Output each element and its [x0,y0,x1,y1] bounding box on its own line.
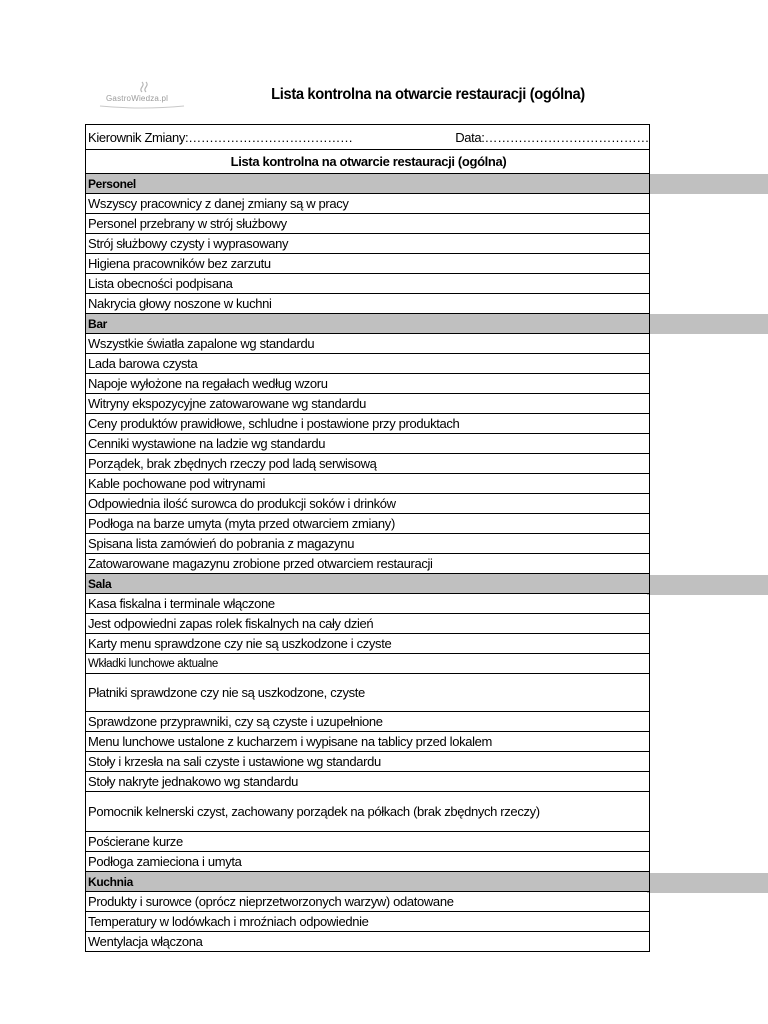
checklist-item: Ceny produktów prawidłowe, schludne i postawione przy produktach [86,414,649,434]
checklist-item: Lista obecności podpisana [86,274,649,294]
date-field[interactable]: Data:………………………………… [455,129,649,145]
checklist-item: Stoły i krzesła na sali czyste i ustawione wg standardu [86,752,649,772]
checklist-item: Menu lunchowe ustalone z kucharzem i wypisane na tablicy przed lokalem [86,732,649,752]
section-band-bar [647,314,768,334]
header-row [86,124,649,150]
section-sala: Sala [86,574,649,594]
checklist-item: Pomocnik kelnerski czyst, zachowany porządek na półkach (brak zbędnych rzeczy) [86,792,649,832]
checklist-item: Kable pochowane pod witrynami [86,474,649,494]
checklist-item: Wentylacja włączona [86,932,649,952]
checklist-item: Sprawdzone przyprawniki, czy są czyste i uzupełnione [86,712,649,732]
checklist-item: Higiena pracowników bez zarzutu [86,254,649,274]
checklist-item: Podłoga zamieciona i umyta [86,852,649,872]
checklist-item: Strój służbowy czysty i wyprasowany [86,234,649,254]
checklist-item: Stoły nakryte jednakowo wg standardu [86,772,649,792]
checklist-item: Nakrycia głowy noszone w kuchni [86,294,649,314]
checklist-item: Wszystkie światła zapalone wg standardu [86,334,649,354]
checklist-item: Kasa fiskalna i terminale włączone [86,594,649,614]
section-personel: Personel [86,174,649,194]
checklist-item: Spisana lista zamówień do pobrania z magazynu [86,534,649,554]
checklist-item: Jest odpowiedni zapas rolek fiskalnych na cały dzień [86,614,649,634]
gastrowiedza-logo [98,80,186,110]
checklist-item: Witryny ekspozycyjne zatowarowane wg standardu [86,394,649,414]
checklist-item: Cenniki wystawione na ladzie wg standardu [86,434,649,454]
checklist-item: Lada barowa czysta [86,354,649,374]
checklist-item: Temperatury w lodówkach i mroźniach odpowiednie [86,912,649,932]
checklist-item: Produkty i surowce (oprócz nieprzetworzonych warzyw) odatowane [86,892,649,912]
document-title: Lista kontrolna na otwarcie restauracji (ogólna) [271,86,585,103]
checklist-item: Płatniki sprawdzone czy nie są uszkodzone, czyste [86,674,649,712]
checklist-item: Podłoga na barze umyta (myta przed otwarciem zmiany) [86,514,649,534]
table-subtitle: Lista kontrolna na otwarcie restauracji (ogólna) [86,150,649,174]
checklist-item: Wszyscy pracownicy z danej zmiany są w pracy [86,194,649,214]
section-band-personel [647,174,768,194]
checklist-item: Karty menu sprawdzone czy nie są uszkodzone i czyste [86,634,649,654]
section-band-kuchnia [647,873,768,893]
checklist-item: Zatowarowane magazynu zrobione przed otwarciem restauracji [86,554,649,574]
logo-text: GastroWiedza.pl [106,94,169,103]
checklist-item: Personel przebrany w strój służbowy [86,214,649,234]
checklist-item: Odpowiednia ilość surowca do produkcji soków i drinków [86,494,649,514]
checklist-item: Porządek, brak zbędnych rzeczy pod ladą serwisową [86,454,649,474]
section-bar: Bar [86,314,649,334]
checklist-item: Napoje wyłożone na regałach według wzoru [86,374,649,394]
section-band-sala [647,575,768,595]
checklist-table [85,124,650,952]
checklist-item: Wkładki lunchowe aktualne [86,654,649,674]
section-kuchnia: Kuchnia [86,872,649,892]
checklist-item: Pościerane kurze [86,832,649,852]
manager-field[interactable]: Kierownik Zmiany:………………………………… [88,129,353,145]
